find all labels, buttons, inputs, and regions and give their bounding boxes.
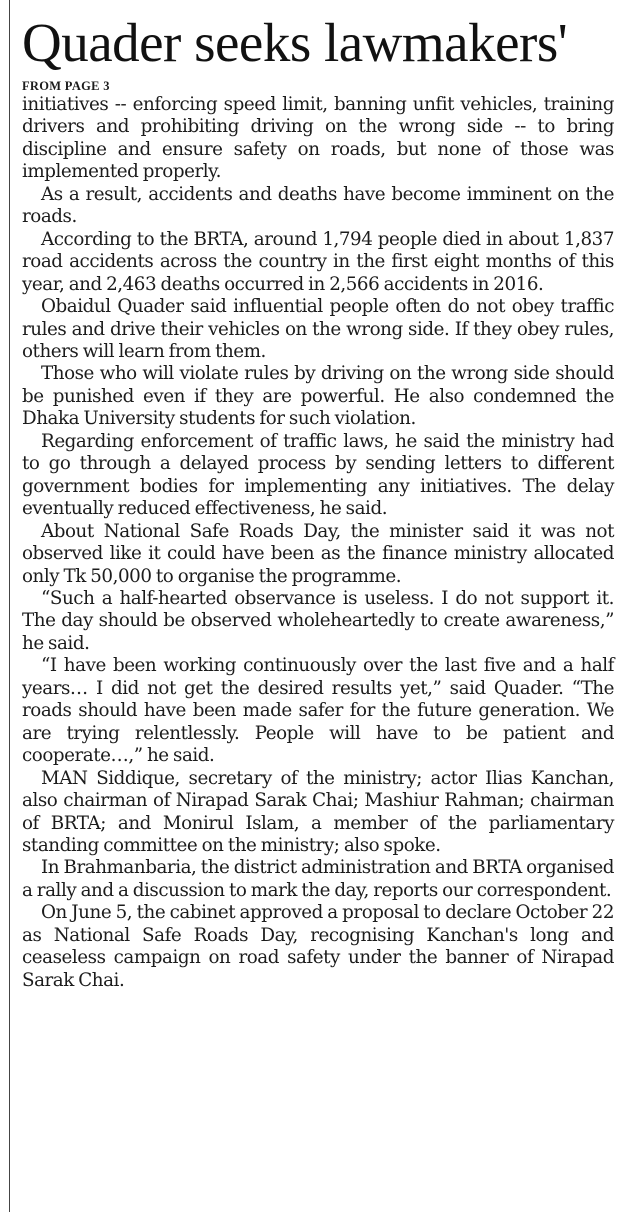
column-rule: [9, 0, 10, 1212]
paragraph: On June 5, the cabinet approved a proposal to declare October 22 as National Safe Roads Day, recognising Kanchan's long and ceaseless campaign on road safety under the banner of Nirapad Sarak Chai.: [22, 902, 614, 991]
paragraph: According to the BRTA, around 1,794 people died in about 1,837 road accidents across the country in the first eight months of this year, and 2,463 deaths occurred in 2,566 accidents in 2016.: [22, 228, 614, 295]
news-article: [22, 10, 614, 992]
headline: Quader seeks lawmakers': [22, 12, 568, 73]
paragraph: Those who will violate rules by driving on the wrong side should be punished even if they are powerful. He also condemned the Dhaka University students for such violation.: [22, 363, 614, 430]
article-body: [22, 94, 614, 992]
paragraph: About National Safe Roads Day, the minister said it was not observed like it could have been as the finance ministry allocated only Tk 50,000 to organise the programme.: [22, 520, 614, 587]
paragraph: As a result, accidents and deaths have become imminent on the roads.: [22, 183, 614, 228]
paragraph: Regarding enforcement of traffic laws, he said the ministry had to go through a delayed process by sending letters to different government bodies for implementing any initiatives. The delay eventually reduced effectiveness, he said.: [22, 430, 614, 520]
paragraph: MAN Siddique, secretary of the ministry; actor Ilias Kanchan, also chairman of Nirapad Sarak Chai; Mashiur Rahman; chairman of BRTA; and Monirul Islam, a member of the parliamentary standing committee on the ministry; also spoke.: [22, 767, 614, 856]
jump-line: FROM PAGE 3: [22, 79, 110, 93]
paragraph: In Brahmanbaria, the district administration and BRTA organised a rally and a discussion to mark the day, reports our correspondent.: [22, 857, 614, 901]
paragraph: initiatives -- enforcing speed limit, banning unfit vehicles, training drivers and prohibiting driving on the wrong side -- to bring discipline and ensure safety on roads, but none of those was implemented properly.: [22, 94, 614, 183]
paragraph: “Such a half-hearted observance is useless. I do not support it. The day should be observed wholeheartedly to create awareness,” he said.: [22, 587, 614, 654]
paragraph: “I have been working continuously over the last five and a half years… I did not get the desired results yet,” said Quader. “The roads should have been made safer for the future generation. We are trying relentlessly. People will have to be patient and cooperate…,” he said.: [22, 655, 614, 767]
paragraph: Obaidul Quader said influential people often do not obey traffic rules and drive their vehicles on the wrong side. If they obey rules, others will learn from them.: [22, 296, 614, 362]
